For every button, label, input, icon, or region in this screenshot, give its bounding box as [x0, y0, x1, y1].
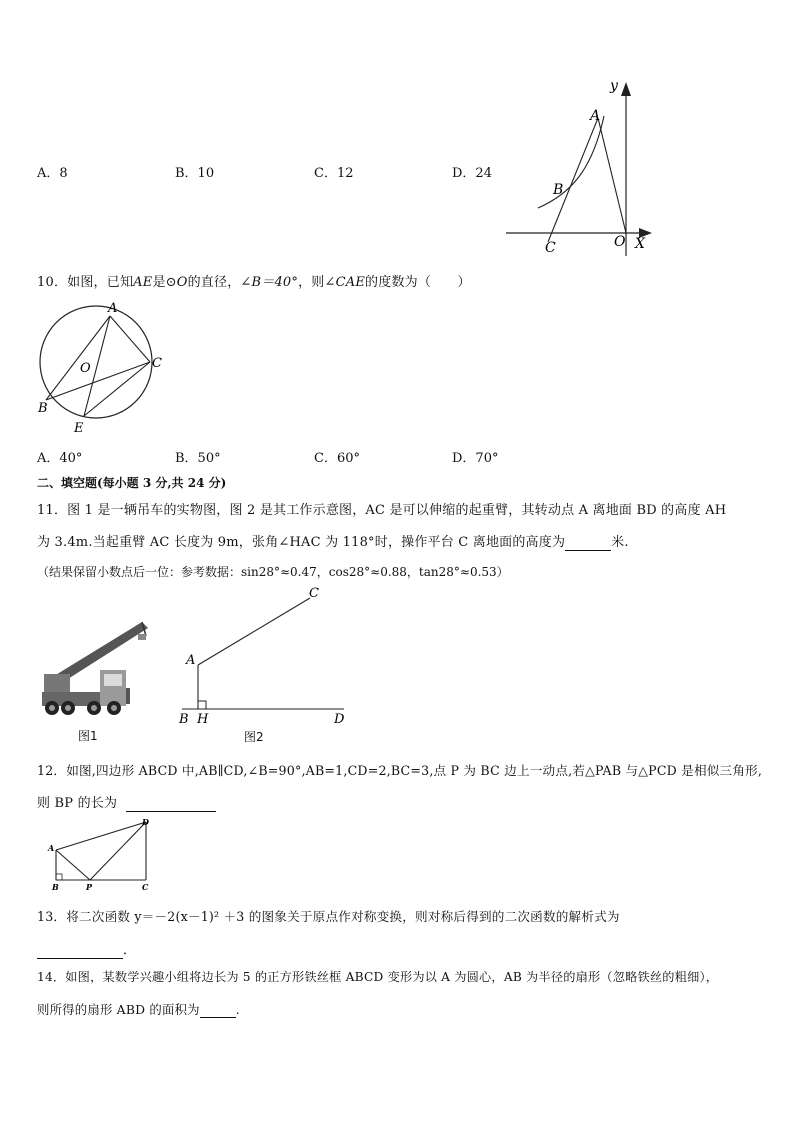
label-d: D	[334, 712, 345, 727]
y-axis-arrow-icon	[621, 82, 631, 96]
q9-figure	[500, 76, 660, 262]
q9-option-c: C．12	[314, 166, 354, 181]
q9-option-a: A．8	[37, 166, 68, 181]
label-c: C	[142, 882, 149, 892]
q10-text: 10．如图，已知AE是⊙O的直径，∠B＝40°，则∠CAE的度数为（ ）	[37, 275, 471, 290]
crane-truck-image	[38, 618, 152, 720]
curve	[538, 116, 604, 208]
q14-line1: 14．如图，某数学兴趣小组将边长为 5 的正方形铁丝框 ABCD 变形为以 A 为圆心，AB 为半径的扇形（忽略铁丝的粗细），	[37, 970, 719, 984]
answer-blank[interactable]	[200, 1002, 236, 1018]
line-ao	[598, 118, 626, 233]
q11-line2: 为 3.4m.当起重臂 AC 长度为 9m，张角∠HAC 为 118°时，操作平台 C 离地面的高度为 米.	[37, 535, 629, 550]
q10-option-d: D．70°	[452, 451, 499, 466]
label-a: A	[186, 653, 196, 668]
fig1-caption: 图1	[78, 729, 98, 743]
label-o: O	[614, 234, 626, 250]
q11-line1: 11．图 1 是一辆吊车的实物图，图 2 是其工作示意图，AC 是可以伸缩的起重臂，其转动点 A 离地面 BD 的高度 AH	[37, 503, 727, 518]
label-a: A	[48, 843, 55, 853]
q12-figure	[46, 816, 158, 892]
segment-ab	[46, 316, 110, 400]
label-x: X	[635, 236, 645, 252]
q13-line2: ．	[37, 939, 136, 959]
q10-figure	[34, 298, 174, 440]
crane-base	[44, 674, 70, 694]
label-o: O	[80, 361, 91, 376]
fig2-caption: 图2	[244, 730, 264, 744]
q12-line2: 则 BP 的长为	[37, 792, 216, 812]
q9-option-d: D．24	[452, 166, 492, 181]
label-b: B	[179, 712, 189, 727]
label-p: P	[86, 882, 93, 892]
label-c: C	[309, 586, 319, 601]
q11-note: （结果保留小数点后一位：参考数据：sin28°≈0.47，cos28°≈0.88，tan28°≈0.53）	[37, 565, 509, 579]
q9-option-b: B．10	[175, 166, 215, 181]
segment-ac	[110, 316, 150, 362]
q13-line1: 13．将二次函数 y＝－2(x－1)² ＋3 的图象关于原点作对称变换，则对称后得到的二次函数的解析式为	[37, 909, 620, 924]
answer-blank[interactable]	[565, 535, 611, 551]
label-d: D	[142, 817, 149, 827]
line-ac	[548, 118, 598, 242]
label-h: H	[197, 712, 209, 727]
segment-bc	[46, 362, 150, 400]
segment-ec	[84, 362, 150, 416]
segment-ap	[56, 850, 90, 880]
answer-blank[interactable]	[126, 796, 216, 812]
q11-figure2	[170, 585, 360, 727]
circle-o	[40, 306, 152, 418]
label-b: B	[52, 882, 59, 892]
q14-line2: 则所得的扇形 ABD 的面积为 .	[37, 1002, 240, 1017]
label-b: B	[553, 182, 564, 198]
q12-line1: 12．如图,四边形 ABCD 中,AB∥CD,∠B=90°,AB=1,CD=2,BC=3,点 P 为 BC 边上一动点,若△PAB 与△PCD 是相似三角形,	[37, 763, 763, 778]
q10-option-a: A．40°	[37, 451, 83, 466]
label-y: y	[610, 78, 618, 94]
label-e: E	[74, 421, 84, 436]
section-title: 二、填空题(每小题 3 分,共 24 分)	[37, 476, 227, 490]
q10-option-c: C．60°	[314, 451, 360, 466]
segment-ac	[198, 598, 310, 665]
right-angle-mark	[198, 701, 206, 709]
label-a: A	[590, 108, 601, 124]
q10-option-b: B．50°	[175, 451, 221, 466]
label-c: C	[545, 240, 556, 256]
answer-blank[interactable]	[37, 943, 123, 959]
label-b: B	[38, 401, 48, 416]
label-a: A	[108, 301, 118, 316]
label-c: C	[152, 356, 162, 371]
